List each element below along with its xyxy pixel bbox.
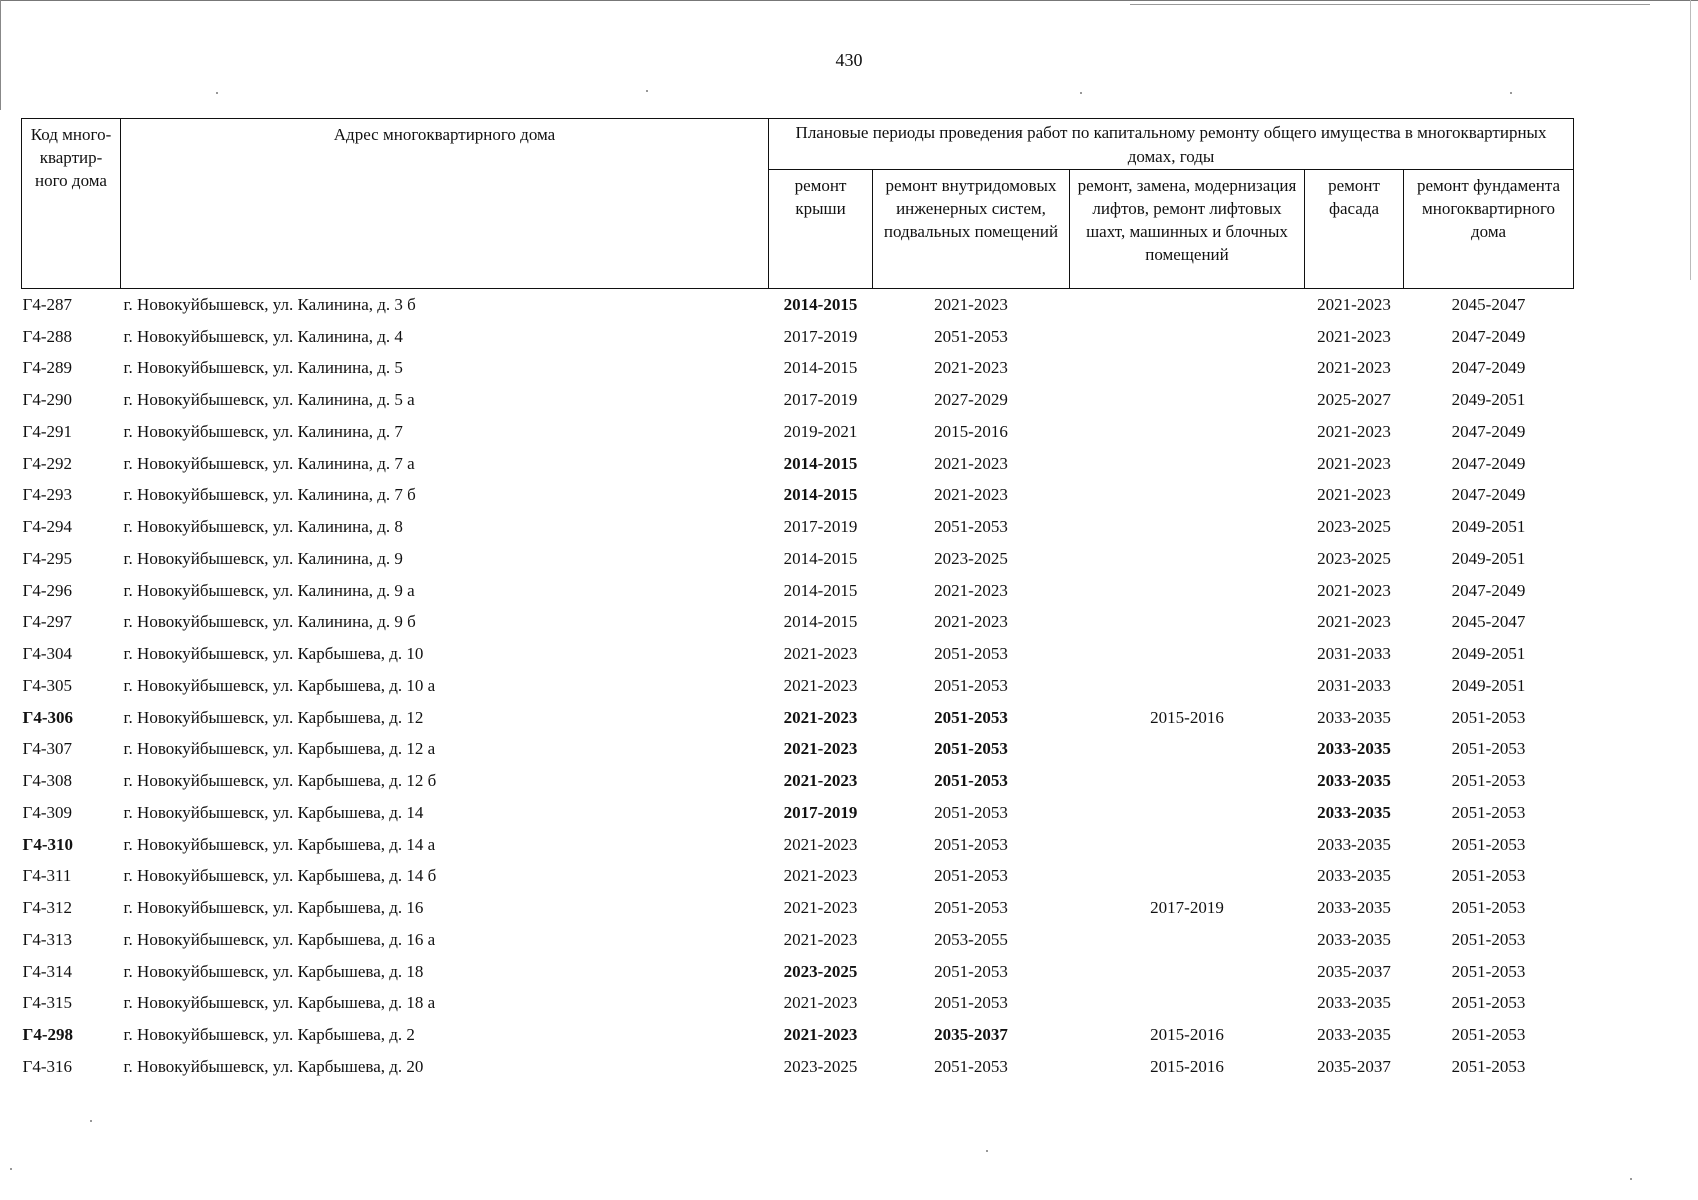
cell-foundation: 2049-2051: [1451, 390, 1526, 410]
table-row: [22, 892, 1574, 924]
cell-systems: 2035-2037: [934, 1025, 1008, 1045]
cell-address: г. Новокуйбышевск, ул. Калинина, д. 3 б: [123, 294, 416, 314]
cell-systems: 2051-2053: [934, 707, 1008, 727]
cell-systems: 2051-2053: [934, 644, 1008, 664]
scan-speck: [90, 1120, 92, 1122]
cell-address: г. Новокуйбышевск, ул. Карбышева, д. 12 б: [123, 771, 437, 791]
cell-facade: 2023-2025: [1317, 548, 1391, 568]
cell-code: Г4-311: [22, 866, 72, 886]
cell-roof: 2014-2015: [783, 358, 858, 378]
cell-address: г. Новокуйбышевск, ул. Калинина, д. 5 а: [123, 390, 415, 410]
cell-elevators: [1070, 321, 1305, 353]
cell-elevators: [1070, 289, 1305, 321]
cell-foundation: 2051-2053: [1451, 929, 1526, 949]
cell-facade: 2033-2035: [1317, 802, 1391, 822]
cell-systems: 2027-2029: [934, 390, 1008, 410]
cell-address: г. Новокуйбышевск, ул. Карбышева, д. 12 а: [123, 739, 436, 759]
cell-roof: 2021-2023: [783, 993, 858, 1013]
cell-systems: 2021-2023: [934, 453, 1008, 473]
cell-systems: 2051-2053: [934, 739, 1008, 759]
cell-foundation: 2051-2053: [1451, 707, 1526, 727]
cell-code: Г4-295: [22, 548, 72, 568]
cell-roof: 2019-2021: [783, 421, 858, 441]
cell-elevators: [1070, 575, 1305, 607]
cell-foundation: 2051-2053: [1451, 1025, 1526, 1045]
cell-foundation: 2051-2053: [1451, 1056, 1526, 1076]
cell-code: Г4-307: [22, 739, 72, 759]
cell-facade: 2035-2037: [1317, 961, 1391, 981]
cell-facade: 2023-2025: [1317, 517, 1391, 537]
table-row: [22, 638, 1574, 670]
cell-facade: 2033-2035: [1317, 1025, 1391, 1045]
scan-border-top-right: [1130, 4, 1650, 5]
cell-code: Г4-292: [22, 453, 72, 473]
cell-elevators: [1070, 638, 1305, 670]
table-row: [22, 543, 1574, 575]
table-row: [22, 670, 1574, 702]
repair-schedule-table: [21, 118, 1574, 1083]
cell-facade: 2033-2035: [1317, 898, 1391, 918]
cell-foundation: 2051-2053: [1451, 898, 1526, 918]
cell-code: Г4-312: [22, 898, 72, 918]
cell-roof: 2014-2015: [783, 294, 858, 314]
cell-code: Г4-306: [22, 707, 73, 727]
cell-address: г. Новокуйбышевск, ул. Калинина, д. 7 а: [123, 453, 415, 473]
cell-address: г. Новокуйбышевск, ул. Карбышева, д. 16 а: [123, 929, 436, 949]
cell-address: г. Новокуйбышевск, ул. Карбышева, д. 2: [123, 1025, 415, 1045]
table-row: [22, 607, 1574, 639]
cell-systems: 2051-2053: [934, 961, 1008, 981]
cell-foundation: 2051-2053: [1451, 834, 1526, 854]
header-foundation: ремонт фундамента многоквартирного дома: [1404, 170, 1574, 289]
cell-roof: 2021-2023: [783, 1025, 858, 1045]
cell-code: Г4-297: [22, 612, 72, 632]
cell-code: Г4-315: [22, 993, 72, 1013]
cell-address: г. Новокуйбышевск, ул. Карбышева, д. 18: [123, 961, 424, 981]
table-header: [22, 119, 1574, 289]
cell-roof: 2021-2023: [783, 771, 858, 791]
cell-elevators: [1070, 797, 1305, 829]
table-row: [22, 353, 1574, 385]
cell-elevators: [1070, 416, 1305, 448]
cell-facade: 2033-2035: [1317, 834, 1391, 854]
cell-address: г. Новокуйбышевск, ул. Карбышева, д. 10: [123, 644, 424, 664]
cell-address: г. Новокуйбышевск, ул. Калинина, д. 7: [123, 421, 403, 441]
cell-elevators: [1070, 607, 1305, 639]
scan-speck: [1080, 92, 1082, 94]
cell-code: Г4-289: [22, 358, 72, 378]
cell-systems: 2051-2053: [934, 1056, 1008, 1076]
cell-elevators: [1070, 480, 1305, 512]
cell-foundation: 2047-2049: [1451, 580, 1526, 600]
cell-address: г. Новокуйбышевск, ул. Калинина, д. 7 б: [123, 485, 416, 505]
cell-facade: 2033-2035: [1317, 739, 1391, 759]
cell-facade: 2035-2037: [1317, 1056, 1391, 1076]
cell-roof: 2021-2023: [783, 707, 858, 727]
cell-systems: 2051-2053: [934, 517, 1008, 537]
cell-elevators: [1070, 511, 1305, 543]
cell-code: Г4-291: [22, 421, 72, 441]
cell-facade: 2021-2023: [1317, 580, 1391, 600]
cell-facade: 2033-2035: [1317, 993, 1391, 1013]
cell-roof: 2014-2015: [783, 580, 858, 600]
cell-elevators: [1070, 353, 1305, 385]
header-code: Код много-квартир-ного дома: [22, 119, 121, 289]
cell-facade: 2025-2027: [1317, 390, 1391, 410]
scan-speck: [10, 1168, 12, 1170]
header-facade: ремонт фасада: [1305, 170, 1404, 289]
scan-speck: [646, 90, 648, 92]
cell-foundation: 2047-2049: [1451, 453, 1526, 473]
cell-roof: 2021-2023: [783, 929, 858, 949]
cell-code: Г4-313: [22, 929, 72, 949]
scan-speck: [216, 92, 218, 94]
table-body: [22, 289, 1574, 1083]
cell-roof: 2021-2023: [783, 739, 858, 759]
cell-systems: 2015-2016: [934, 421, 1008, 441]
cell-roof: 2017-2019: [783, 390, 858, 410]
cell-address: г. Новокуйбышевск, ул. Карбышева, д. 18 а: [123, 993, 436, 1013]
cell-roof: 2014-2015: [783, 453, 858, 473]
cell-systems: 2051-2053: [934, 771, 1008, 791]
cell-roof: 2017-2019: [783, 802, 858, 822]
cell-foundation: 2049-2051: [1451, 517, 1526, 537]
cell-elevators: [1070, 670, 1305, 702]
cell-systems: 2021-2023: [934, 580, 1008, 600]
table-row: [22, 480, 1574, 512]
cell-code: Г4-287: [22, 294, 72, 314]
header-address: Адрес многоквартирного дома: [121, 119, 769, 289]
cell-systems: 2023-2025: [934, 548, 1008, 568]
header-roof: ремонт крыши: [769, 170, 873, 289]
table-row: [22, 765, 1574, 797]
table-row: [22, 924, 1574, 956]
scan-border-top: [0, 0, 1698, 1]
cell-address: г. Новокуйбышевск, ул. Карбышева, д. 20: [123, 1056, 424, 1076]
cell-systems: 2051-2053: [934, 802, 1008, 822]
cell-address: г. Новокуйбышевск, ул. Калинина, д. 4: [123, 326, 403, 346]
scan-speck: [986, 1150, 988, 1152]
cell-code: Г4-314: [22, 961, 72, 981]
cell-foundation: 2051-2053: [1451, 993, 1526, 1013]
cell-elevators: [1070, 734, 1305, 766]
cell-address: г. Новокуйбышевск, ул. Карбышева, д. 14: [123, 802, 424, 822]
cell-code: Г4-308: [22, 771, 72, 791]
cell-facade: 2033-2035: [1317, 707, 1391, 727]
cell-facade: 2021-2023: [1317, 326, 1391, 346]
table-row: [22, 702, 1574, 734]
cell-facade: 2033-2035: [1317, 929, 1391, 949]
scan-speck: [1510, 92, 1512, 94]
page-number: 430: [835, 50, 863, 70]
cell-foundation: 2049-2051: [1451, 548, 1526, 568]
cell-systems: 2051-2053: [934, 834, 1008, 854]
cell-foundation: 2051-2053: [1451, 771, 1526, 791]
cell-facade: 2031-2033: [1317, 675, 1391, 695]
table-row: [22, 1019, 1574, 1051]
cell-code: Г4-294: [22, 517, 72, 537]
cell-address: г. Новокуйбышевск, ул. Калинина, д. 9 а: [123, 580, 415, 600]
cell-address: г. Новокуйбышевск, ул. Калинина, д. 9 б: [123, 612, 416, 632]
cell-roof: 2014-2015: [783, 548, 858, 568]
cell-elevators: 2015-2016: [1150, 1025, 1224, 1045]
cell-systems: 2021-2023: [934, 612, 1008, 632]
cell-facade: 2021-2023: [1317, 612, 1391, 632]
cell-roof: 2014-2015: [783, 612, 858, 632]
cell-systems: 2051-2053: [934, 866, 1008, 886]
cell-address: г. Новокуйбышевск, ул. Калинина, д. 5: [123, 358, 403, 378]
cell-systems: 2021-2023: [934, 485, 1008, 505]
cell-foundation: 2047-2049: [1451, 485, 1526, 505]
table-row: [22, 797, 1574, 829]
cell-address: г. Новокуйбышевск, ул. Карбышева, д. 10 а: [123, 675, 436, 695]
cell-roof: 2021-2023: [783, 834, 858, 854]
cell-elevators: 2015-2016: [1150, 707, 1224, 727]
cell-code: Г4-298: [22, 1025, 73, 1045]
cell-roof: 2017-2019: [783, 326, 858, 346]
cell-elevators: [1070, 956, 1305, 988]
cell-roof: 2023-2025: [783, 961, 858, 981]
cell-systems: 2051-2053: [934, 993, 1008, 1013]
cell-foundation: 2051-2053: [1451, 739, 1526, 759]
table-row: [22, 448, 1574, 480]
table-row: [22, 289, 1574, 321]
cell-roof: 2014-2015: [783, 485, 858, 505]
cell-code: Г4-288: [22, 326, 72, 346]
cell-code: Г4-310: [22, 834, 73, 854]
cell-systems: 2021-2023: [934, 294, 1008, 314]
cell-facade: 2021-2023: [1317, 358, 1391, 378]
header-systems: ремонт внутридомовых инженерных систем, подвальных помещений: [873, 170, 1070, 289]
table-row: [22, 734, 1574, 766]
cell-address: г. Новокуйбышевск, ул. Карбышева, д. 12: [123, 707, 424, 727]
cell-facade: 2033-2035: [1317, 771, 1391, 791]
cell-facade: 2031-2033: [1317, 644, 1391, 664]
table-row: [22, 321, 1574, 353]
cell-address: г. Новокуйбышевск, ул. Калинина, д. 9: [123, 548, 403, 568]
scan-speck: [1630, 1178, 1632, 1180]
cell-foundation: 2047-2049: [1451, 421, 1526, 441]
header-elevators: ремонт, замена, модернизация лифтов, ремонт лифтовых шахт, машинных и блочных помещений: [1070, 170, 1305, 289]
table-row: [22, 988, 1574, 1020]
cell-facade: 2021-2023: [1317, 421, 1391, 441]
table-row: [22, 511, 1574, 543]
cell-facade: 2021-2023: [1317, 294, 1391, 314]
cell-elevators: [1070, 384, 1305, 416]
cell-foundation: 2051-2053: [1451, 866, 1526, 886]
cell-address: г. Новокуйбышевск, ул. Карбышева, д. 14 а: [123, 834, 436, 854]
cell-code: Г4-316: [22, 1056, 72, 1076]
cell-elevators: [1070, 543, 1305, 575]
cell-code: Г4-290: [22, 390, 72, 410]
cell-foundation: 2051-2053: [1451, 802, 1526, 822]
cell-systems: 2051-2053: [934, 326, 1008, 346]
cell-foundation: 2045-2047: [1451, 294, 1526, 314]
cell-address: г. Новокуйбышевск, ул. Калинина, д. 8: [123, 517, 403, 537]
table-row: [22, 384, 1574, 416]
cell-systems: 2021-2023: [934, 358, 1008, 378]
cell-code: Г4-305: [22, 675, 72, 695]
cell-roof: 2021-2023: [783, 644, 858, 664]
cell-code: Г4-293: [22, 485, 72, 505]
header-periods-group: Плановые периоды проведения работ по капитальному ремонту общего имущества в многоквартирных домах, годы: [769, 119, 1574, 170]
cell-facade: 2033-2035: [1317, 866, 1391, 886]
table-row: [22, 829, 1574, 861]
table-row: [22, 575, 1574, 607]
cell-elevators: [1070, 988, 1305, 1020]
cell-roof: 2021-2023: [783, 675, 858, 695]
cell-elevators: [1070, 861, 1305, 893]
cell-systems: 2051-2053: [934, 898, 1008, 918]
cell-foundation: 2049-2051: [1451, 644, 1526, 664]
table-row: [22, 416, 1574, 448]
cell-foundation: 2045-2047: [1451, 612, 1526, 632]
cell-foundation: 2049-2051: [1451, 675, 1526, 695]
cell-roof: 2023-2025: [783, 1056, 858, 1076]
cell-code: Г4-304: [22, 644, 72, 664]
cell-elevators: [1070, 924, 1305, 956]
cell-address: г. Новокуйбышевск, ул. Карбышева, д. 16: [123, 898, 424, 918]
cell-systems: 2053-2055: [934, 929, 1008, 949]
cell-foundation: 2047-2049: [1451, 326, 1526, 346]
table-row: [22, 956, 1574, 988]
table-row: [22, 861, 1574, 893]
cell-facade: 2021-2023: [1317, 453, 1391, 473]
cell-elevators: [1070, 448, 1305, 480]
scan-border-right: [1690, 0, 1691, 280]
cell-elevators: [1070, 829, 1305, 861]
cell-foundation: 2051-2053: [1451, 961, 1526, 981]
cell-code: Г4-296: [22, 580, 72, 600]
cell-code: Г4-309: [22, 802, 72, 822]
cell-systems: 2051-2053: [934, 675, 1008, 695]
cell-elevators: 2017-2019: [1150, 898, 1224, 918]
cell-roof: 2017-2019: [783, 517, 858, 537]
cell-address: г. Новокуйбышевск, ул. Карбышева, д. 14 б: [123, 866, 437, 886]
cell-elevators: 2015-2016: [1150, 1056, 1224, 1076]
cell-facade: 2021-2023: [1317, 485, 1391, 505]
cell-foundation: 2047-2049: [1451, 358, 1526, 378]
cell-elevators: [1070, 765, 1305, 797]
table-row: [22, 1051, 1574, 1083]
cell-roof: 2021-2023: [783, 898, 858, 918]
cell-roof: 2021-2023: [783, 866, 858, 886]
